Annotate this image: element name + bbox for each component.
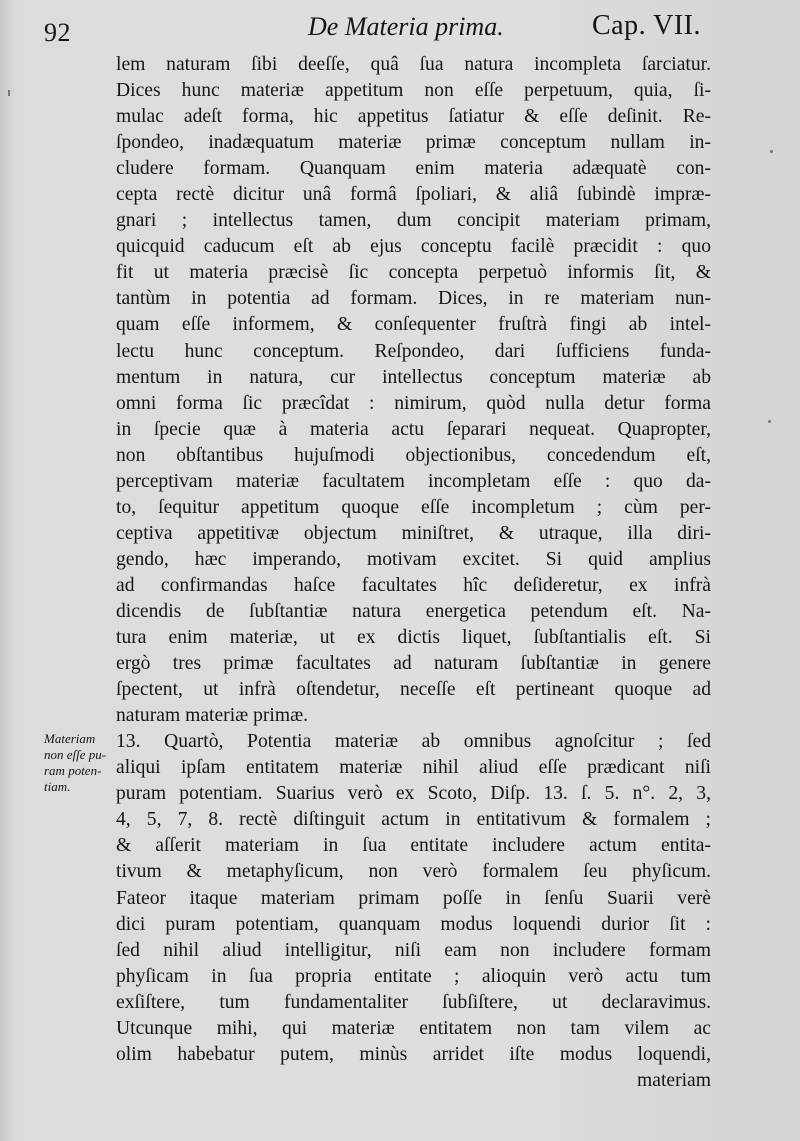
paper-speck [768, 420, 771, 423]
text-line: ſpondeo, inadæquatum materiæ primæ conceptum nullam in- [116, 132, 711, 154]
catchword: materiam [637, 1069, 711, 1091]
text-line: Dices hunc materiæ appetitum non eſſe perpetuum, quia, ſi- [116, 80, 711, 102]
text-line: aliqui ipſam entitatem materiæ nihil aliud eſſe prædicant niſi [116, 757, 711, 779]
text-line: mentum in natura, cur intellectus conceptum materiæ ab [116, 366, 711, 388]
body-text [116, 52, 711, 1094]
text-line: omni forma ſic præcîdat : nimirum, quòd nulla detur forma [116, 392, 711, 414]
text-line: ergò tres primæ facultates ad naturam ſubſtantiæ in genere [116, 653, 711, 675]
page-edge-mark [8, 90, 10, 96]
text-line: perceptivam materiæ facultatem incompletam eſſe : quo da- [116, 470, 711, 492]
text-line: ceptiva appetitivæ objectum miniſtret, & utraque, illa diri- [116, 522, 711, 544]
text-line: 13. Quartò, Potentia materiæ ab omnibus agnoſcitur ; ſed [116, 731, 711, 753]
text-line: 4, 5, 7, 8. rectè diſtinguit actum in entitativum & formalem ; [116, 809, 711, 831]
running-header [0, 0, 800, 50]
text-line: naturam materiæ primæ. [116, 705, 309, 727]
text-line: olim habebatur putem, minùs arridet iſte modus loquendi, [116, 1043, 711, 1065]
page-number: 92 [44, 18, 71, 47]
text-line: lectu hunc conceptum. Reſpondeo, dari ſufficiens funda- [116, 340, 711, 362]
text-line: mulac adeſt forma, hic appetitus ſatiatur & eſſe deſinit. Re- [116, 106, 711, 128]
text-line: dicendis de ſubſtantiæ natura energetica petendum eſt. Na- [116, 600, 711, 622]
text-line: & aſſerit materiam in ſua entitate includere actum entita- [116, 835, 711, 857]
margin-note [44, 731, 124, 795]
chapter-label: Cap. VII. [592, 10, 701, 41]
text-line: exſiſtere, tum fundamentaliter ſubſiſtere, ut declaravimus. [116, 991, 711, 1013]
text-line: Fateor itaque materiam primam poſſe in ſenſu Suarii verè [116, 887, 711, 909]
text-line: quam eſſe informem, & conſequenter fruſtrà fingi ab intel- [116, 314, 711, 336]
running-title: De Materia prima. [308, 12, 504, 41]
margin-note-line: ram poten- [44, 763, 102, 778]
text-line: phyſicam in ſua propria entitate ; alioquin verò actu tum [116, 965, 711, 987]
text-line: puram potentiam. Suarius verò ex Scoto, Diſp. 13. ſ. 5. n°. 2, 3, [116, 783, 711, 805]
margin-note-line: Materiam [44, 731, 96, 746]
text-line: lem naturam ſibi deeſſe, quâ ſua natura incompleta ſarciatur. [116, 54, 711, 75]
text-line: Utcunque mihi, qui materiæ entitatem non tam vilem ac [116, 1017, 711, 1039]
paper-speck [770, 150, 773, 153]
text-line: cludere formam. Quanquam enim materia adæquatè con- [116, 158, 711, 180]
margin-note-line: tiam. [44, 779, 71, 794]
text-line: tantùm in potentia ad formam. Dices, in re materiam nun- [116, 288, 711, 310]
text-line: cepta rectè dicitur unâ formâ ſpoliari, & aliâ ſubindè impræ- [116, 184, 711, 206]
text-line: non obſtantibus hujuſmodi objectionibus, concedendum eſt, [116, 444, 711, 466]
text-line: tura enim materiæ, ut ex dictis liquet, ſubſtantialis eſt. Si [116, 627, 711, 649]
text-line: gnari ; intellectus tamen, dum concipit materiam primam, [116, 210, 711, 232]
text-line: ad confirmandas haſce facultates hîc deſideretur, ex infrà [116, 574, 711, 596]
text-line: to, ſequitur appetitum quoque eſſe incompletum ; cùm per- [116, 496, 711, 518]
text-line: tivum & metaphyſicum, non verò formalem ſeu phyſicum. [116, 861, 711, 883]
text-line: ſed nihil aliud intelligitur, niſi eam non includere formam [116, 939, 711, 961]
text-line: quicquid caducum eſt ab ejus conceptu facilè præcidit : quo [116, 236, 711, 258]
text-line: fit ut materia præcisè ſic concepta perpetuò informis ſit, & [116, 262, 711, 284]
text-line: ſpectent, ut infrà oſtendetur, neceſſe eſt pertineant quoque ad [116, 679, 711, 701]
text-line: dici puram potentiam, quanquam modus loquendi durior ſit : [116, 913, 711, 935]
margin-note-line: non eſſe pu- [44, 747, 107, 762]
text-line: in ſpecie quæ à materia actu ſeparari nequeat. Quapropter, [116, 418, 711, 440]
text-line: gendo, hæc imperando, motivam excitet. Si quid amplius [116, 548, 711, 570]
